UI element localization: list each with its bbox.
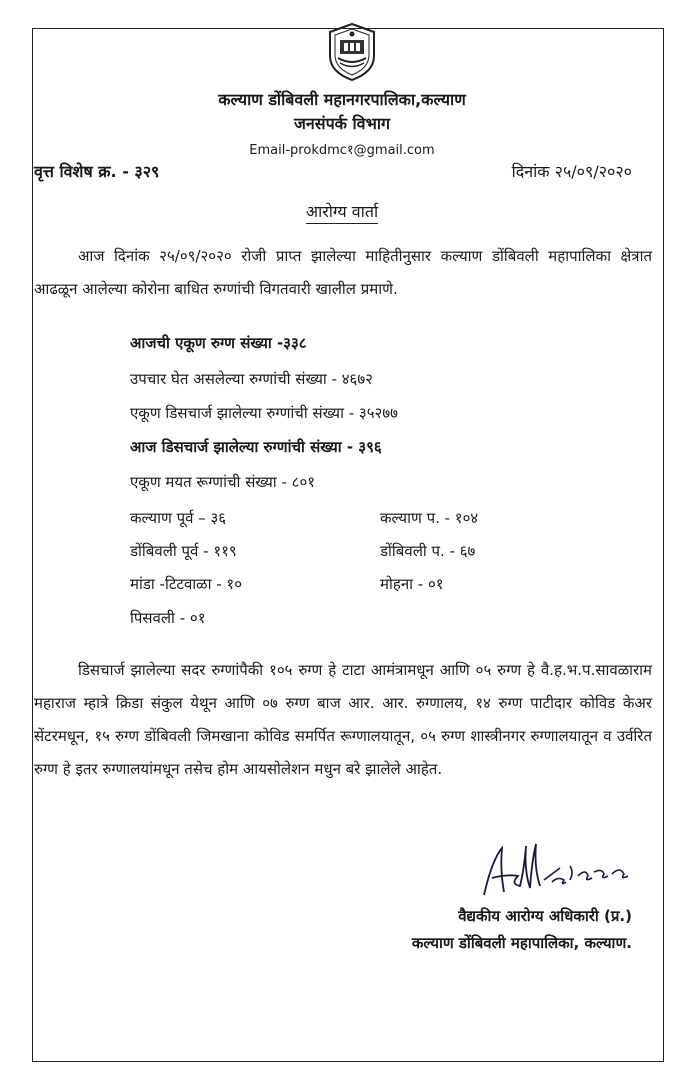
press-release-number: वृत्त विशेष क्र. - ३२९ [34,162,160,181]
discharge-details-paragraph: डिसचार्ज झालेल्या सदर रुग्णांपैकी १०५ रुग्ण हे टाटा आमंत्रामधून आणि ०५ रुग्ण हे वै.ह.भ.प.सावळाराम महाराज म्हात्रे क्रिडा संकुल येथून आणि ०७ रुग्ण बाज आर. आर. रुग्णालय, १४ रुग्ण पाटीदार कोविड केअर सेंटरमधून, १५ रुग्ण डोंबिवली जिमखाना कोविड समर्पित रूग्णालयातून, ०५ रुग्ण शास्त्रीनगर रुग्णालयातून व उर्वरित रुग्ण हे इतर रुग्णालयांमधून तसेच होम आयसोलेशन मधुन बरे झालेले आहेत. [34,661,652,778]
handwritten-signature [474,840,644,908]
subject-text: आरोग्य वार्ता [306,202,378,224]
ward-kalyan-east: कल्याण पूर्व – ३६ [130,509,227,527]
stat-today-total: आजची एकूण रुग्ण संख्या -३३८ [130,334,307,352]
ward-dombivli-east: डोंबिवली पूर्व - ११९ [130,542,237,560]
signatory-organization: कल्याण डोंबिवली महापालिका, कल्याण. [411,934,632,952]
signatory-title: वैद्यकीय आरोग्य अधिकारी (प्र.) [458,907,632,925]
subject-heading [0,200,684,222]
ward-manda-titwala: मांडा -टिटवाळा - १० [130,575,243,593]
department-name: जनसंपर्क विभाग [294,114,390,133]
ward-dombivli-west: डोंबिवली प. - ६७ [380,542,476,560]
organization-name: कल्याण डोंबिवली महानगरपालिका,कल्याण [218,90,466,109]
ward-kalyan-west: कल्याण प. - १०४ [380,509,479,527]
contact-email: Email-prokdmc१@gmail.com [249,143,435,158]
ward-mohana: मोहना - ०१ [380,575,444,593]
ward-pisavali: पिसवली - ०१ [130,609,206,627]
release-date: दिनांक २५/०९/२०२० [511,162,632,181]
intro-paragraph: आज दिनांक २५/०९/२०२० रोजी प्राप्त झालेल्या माहितीनुसार कल्याण डोंबिवली महापालिका क्षेत्रात आढळून आलेल्या कोरोना बाधित रुग्णांची विगतवारी खालील प्रमाणे. [34,247,652,298]
stat-under-treatment: उपचार घेत असलेल्या रुग्णांची संख्या - ४६७२ [130,370,373,388]
stat-total-discharged: एकूण डिसचार्ज झालेल्या रुग्णांची संख्या - ३५२७७ [130,404,398,422]
stat-today-discharged: आज डिसचार्ज झालेल्या रुग्णांची संख्या - ३९६ [130,438,382,456]
stat-total-deaths: एकूण मयत रूग्णांची संख्या - ८०१ [130,473,316,491]
kdmc-emblem-icon [326,22,378,82]
